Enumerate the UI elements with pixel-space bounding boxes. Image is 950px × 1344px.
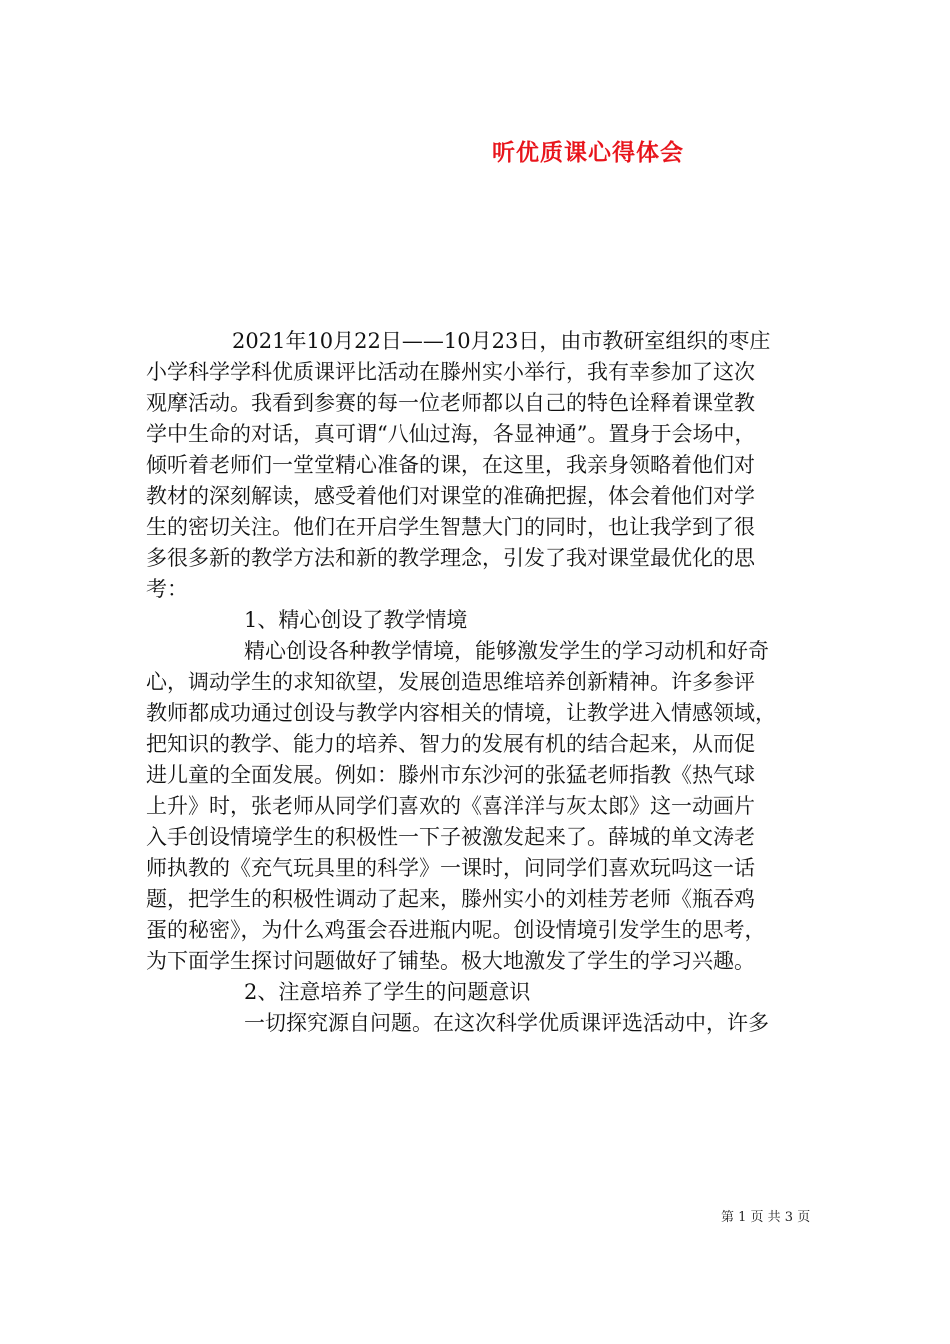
paragraph-line: 倾听着老师们一堂堂精心准备的课，在这里，我亲身领略着他们对: [146, 453, 755, 477]
paragraph-line: 学中生命的对话，真可谓“八仙过海，各显神通”。置身于会场中，: [146, 422, 756, 446]
paragraph-line: 生的密切关注。他们在开启学生智慧大门的同时，也让我学到了很: [146, 515, 755, 539]
paragraph-line: 考：: [146, 577, 188, 601]
paragraph-line: 进儿童的全面发展。例如：滕州市东沙河的张猛老师指教《热气球: [146, 763, 755, 787]
paragraph-line: 一切探究源自问题。在这次科学优质课评选活动中，许多: [244, 1011, 769, 1035]
paragraph-line: 题，把学生的积极性调动了起来，滕州实小的刘桂芳老师《瓶吞鸡: [146, 887, 755, 911]
page-footer: 第 1 页 共 3 页: [721, 1210, 811, 1225]
paragraph-line: 教师都成功通过创设与教学内容相关的情境，让教学进入情感领域，: [146, 701, 776, 725]
paragraph-line: 观摩活动。我看到参赛的每一位老师都以自己的特色诠释着课堂教: [146, 391, 755, 415]
paragraph-line: 师执教的《充气玩具里的科学》一课时，问同学们喜欢玩吗这一话: [146, 856, 755, 880]
paragraph-line: 入手创设情境学生的积极性一下子被激发起来了。薛城的单文涛老: [146, 825, 755, 849]
paragraph-line: 为下面学生探讨问题做好了铺垫。极大地激发了学生的学习兴趣。: [146, 949, 755, 973]
paragraph-line: 把知识的教学、能力的培养、智力的发展有机的结合起来，从而促: [146, 732, 755, 756]
paragraph-line: 精心创设各种教学情境，能够激发学生的学习动机和好奇: [244, 639, 769, 663]
section-heading: 2、注意培养了学生的问题意识: [244, 980, 531, 1004]
document-body: [146, 326, 826, 1039]
section-heading: 1、精心创设了教学情境: [244, 608, 468, 632]
paragraph-line: 心，调动学生的求知欲望，发展创造思维培养创新精神。许多参评: [146, 670, 755, 694]
paragraph-line: 上升》时，张老师从同学们喜欢的《喜洋洋与灰太郎》这一动画片: [146, 794, 755, 818]
paragraph-line: 蛋的秘密》，为什么鸡蛋会吞进瓶内呢。创设情境引发学生的思考，: [146, 918, 766, 942]
paragraph-line: 小学科学学科优质课评比活动在滕州实小举行，我有幸参加了这次: [146, 360, 755, 384]
paragraph-line: 教材的深刻解读，感受着他们对课堂的准确把握，体会着他们对学: [146, 484, 755, 508]
paragraph-line: 多很多新的教学方法和新的教学理念，引发了我对课堂最优化的思: [146, 546, 755, 570]
paragraph-line: 2021年10月22日——10月23日，由市教研室组织的枣庄: [232, 329, 771, 353]
document-title: 听优质课心得体会: [492, 140, 684, 166]
